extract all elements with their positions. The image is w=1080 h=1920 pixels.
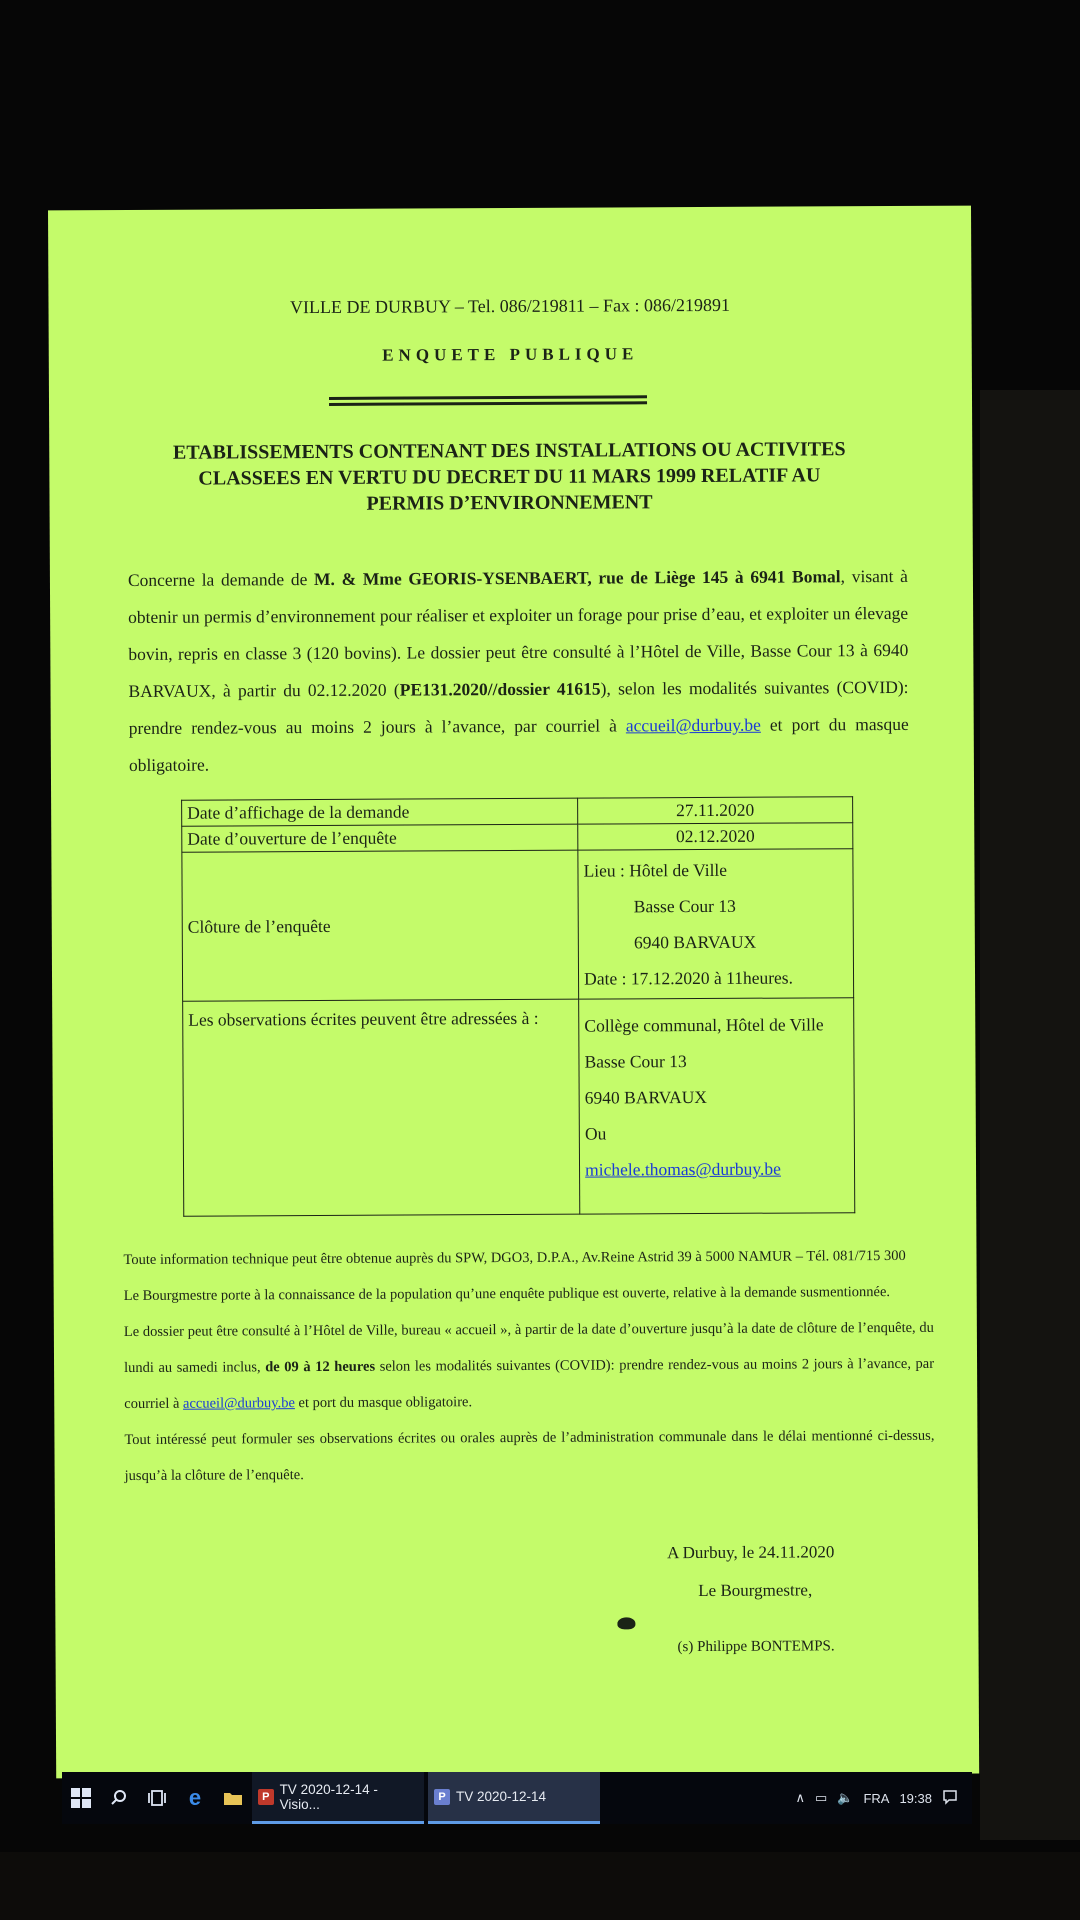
public-notice-document: [48, 206, 979, 1776]
note-technical-info: Toute information technique peut être obtenue auprès du SPW, DGO3, D.P.A., Av.Reine Astrid 39 à 5000 NAMUR – Tél. 081/715 300: [123, 1247, 906, 1269]
notice-notes: [123, 1238, 934, 1494]
taskbar-app-slideshow[interactable]: [428, 1772, 600, 1824]
closing-city: 6940 BARVAUX: [633, 931, 757, 953]
opening-date-value: 02.12.2020: [578, 823, 853, 850]
observations-email-link[interactable]: michele.thomas@durbuy.be: [585, 1158, 781, 1180]
applicant-name: M. & Mme GEORIS-YSENBAERT, rue de Liège 145 à 6941 Bomal: [313, 566, 841, 590]
task-view-icon[interactable]: [138, 1772, 176, 1824]
intro-text: Concerne la demande de: [127, 569, 315, 591]
note-text: selon les modalités suivantes (COVID): prendre rendez-vous au moins 2 jours à l’avance, par courriel à: [124, 1355, 935, 1413]
windows-taskbar: [62, 1772, 972, 1824]
screen: [48, 206, 979, 1779]
note-text: Le dossier peut être consulté à l’Hôtel de Ville, bureau « accueil », à partir de la date d’ouverture jusqu’à la date de clôture de l’enquête, du lundi au samedi inclus,: [123, 1319, 934, 1377]
signature-place-date: A Durbuy, le 24.11.2020: [666, 1542, 835, 1563]
observations-address: [579, 998, 855, 1214]
obs-or: Ou: [584, 1123, 607, 1144]
obs-recipient: Collège communal, Hôtel de Ville: [584, 1014, 824, 1036]
note-consultation: [124, 1310, 935, 1422]
note-announcement: Le Bourgmestre porte à la connaissance de la population qu’une enquête publique est ouverte, relative à la demande susmentionnée.: [123, 1284, 891, 1305]
obs-city: 6940 BARVAUX: [584, 1086, 708, 1108]
heading-divider: [329, 395, 647, 406]
table-row: [183, 998, 855, 1217]
accueil-email-link[interactable]: accueil@durbuy.be: [625, 714, 761, 736]
intro-paragraph: [128, 558, 909, 784]
windows-start-icon[interactable]: [62, 1772, 100, 1824]
title-line: PERMIS D’ENVIRONNEMENT: [366, 491, 653, 515]
note-email-link[interactable]: accueil@durbuy.be: [182, 1395, 295, 1412]
closing-details: [578, 849, 854, 999]
observations-label: Les observations écrites peuvent être adressées à :: [183, 999, 580, 1216]
notice-title: [109, 436, 909, 518]
intro-text: et port du masque obligatoire.: [128, 713, 909, 776]
taskbar-app-label: TV 2020-12-14 - Visio...: [279, 1781, 378, 1812]
table-row: [182, 849, 854, 1002]
closing-label: Clôture de l’enquête: [182, 850, 579, 1001]
powerpoint-icon: P: [258, 1789, 274, 1805]
note-text: et port du masque obligatoire.: [294, 1394, 473, 1412]
chevron-up-icon[interactable]: ∧: [795, 1790, 805, 1805]
opening-date-label: Date d’ouverture de l’enquête: [182, 824, 578, 852]
posting-date-value: 27.11.2020: [578, 797, 853, 824]
monitor-bezel-right: [980, 390, 1080, 1840]
note-observations: Tout intéressé peut formuler ses observations écrites ou orales auprès de l’administration communale dans le délai mentionné ci-dessus, jusqu’à la clôture de l’enquête.: [124, 1427, 935, 1485]
closing-place: Lieu : Hôtel de Ville: [583, 859, 728, 881]
slideshow-icon: P: [434, 1789, 450, 1805]
volume-icon[interactable]: 🔈: [837, 1790, 854, 1805]
clock[interactable]: 19:38: [899, 1790, 932, 1806]
dossier-reference: PE131.2020//dossier 41615: [399, 678, 601, 700]
battery-icon[interactable]: ▭: [814, 1790, 828, 1805]
signature-name: (s) Philippe BONTEMPS.: [677, 1638, 835, 1656]
system-tray: [795, 1789, 972, 1808]
note-hours: de 09 à 12 heures: [265, 1358, 376, 1376]
closing-street: Basse Cour 13: [633, 895, 736, 917]
monitor-bezel-bottom: [0, 1852, 1080, 1920]
intro-text: ), selon les modalités suivantes (COVID): prendre rendez-vous au moins 2 jours à l’avance, par courriel à: [128, 676, 909, 739]
table-row: [182, 797, 853, 827]
intro-text: , visant à obtenir un permis d’environnement pour réaliser et exploiter un forage pour prise d’eau, et exploiter un élevage bovin, repris en classe 3 (120 bovins). Le dossier peut être consulté à l’Hôtel de Ville, Basse Cour 13 à 6940 BARVAUX, à partir du 02.12.2020 (: [128, 565, 909, 702]
edge-browser-icon[interactable]: e: [188, 1785, 202, 1810]
language-indicator[interactable]: FRA: [863, 1790, 890, 1806]
title-line: ETABLISSEMENTS CONTENANT DES INSTALLATIONS OU ACTIVITES: [172, 438, 846, 464]
taskbar-app-label: TV 2020-12-14: [456, 1789, 547, 1804]
notice-heading: ENQUETE PUBLIQUE: [382, 344, 639, 365]
inquiry-schedule-table: [181, 796, 855, 1217]
posting-date-label: Date d’affichage de la demande: [182, 798, 578, 826]
notification-icon[interactable]: [942, 1789, 958, 1808]
obs-street: Basse Cour 13: [584, 1051, 687, 1072]
file-explorer-icon[interactable]: [214, 1772, 252, 1824]
letterhead: VILLE DE DURBUY – Tel. 086/219811 – Fax : 086/219891: [289, 294, 731, 318]
title-line: CLASSEES EN VERTU DU DECRET DU 11 MARS 1999 RELATIF AU: [198, 464, 821, 490]
signature-role: Le Bourgmestre,: [698, 1580, 813, 1601]
search-icon[interactable]: [100, 1772, 138, 1824]
closing-date: Date : 17.12.2020 à 11heures.: [584, 967, 794, 989]
table-row: [182, 823, 853, 853]
taskbar-app-powerpoint[interactable]: [252, 1772, 424, 1824]
dark-mark: [617, 1617, 635, 1629]
